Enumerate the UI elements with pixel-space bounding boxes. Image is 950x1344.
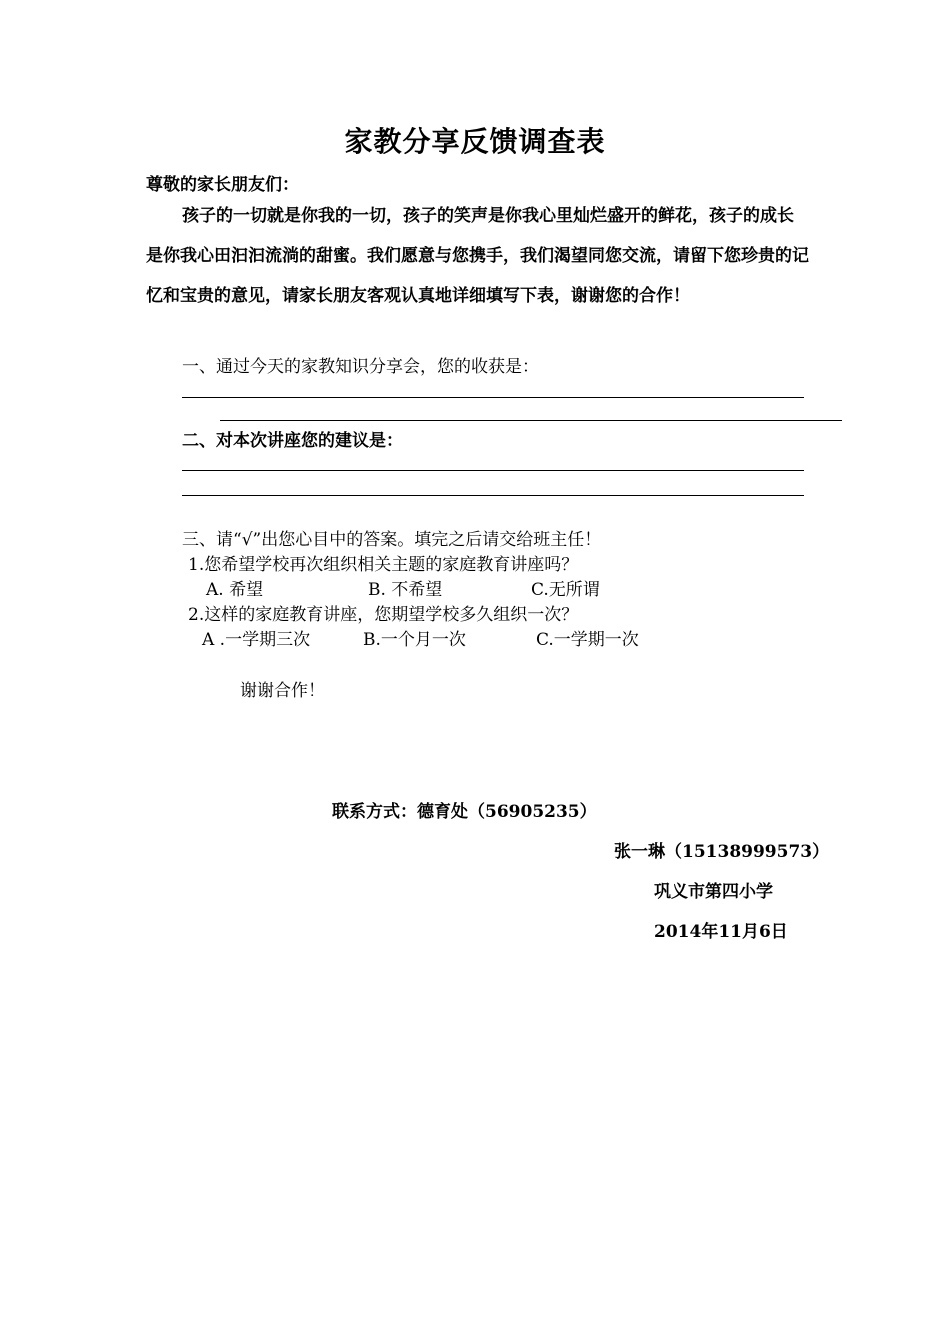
answer-line-1[interactable]: [182, 397, 804, 398]
contact-person: 张一琳（15138999573）: [614, 842, 830, 862]
question-1-option-a[interactable]: A. 希望: [206, 580, 264, 600]
contact-info: 联系方式：德育处（56905235）: [332, 802, 597, 822]
section-1-heading: 一、通过今天的家教知识分享会，您的收获是：: [182, 357, 539, 377]
question-2-option-c[interactable]: C.一学期一次: [536, 630, 639, 650]
document-date: 2014年11月6日: [654, 922, 788, 942]
question-1-option-b[interactable]: B. 不希望: [368, 580, 443, 600]
answer-line-2[interactable]: [220, 420, 842, 421]
document-title: 家教分享反馈调查表: [344, 125, 606, 158]
question-2-option-a[interactable]: A .一学期三次: [202, 630, 311, 650]
thanks-text: 谢谢合作！: [240, 681, 325, 701]
question-1-text: 1.您希望学校再次组织相关主题的家庭教育讲座吗？: [188, 555, 579, 575]
answer-line-3[interactable]: [182, 470, 804, 471]
question-1-option-c[interactable]: C.无所谓: [531, 580, 600, 600]
greeting: 尊敬的家长朋友们：: [146, 175, 299, 195]
intro-paragraph: 孩子的一切就是你我的一切，孩子的笑声是你我心里灿烂盛开的鲜花，孩子的成长是你我心田汩汩流淌的甜蜜。我们愿意与您携手，我们渴望同您交流，请留下您珍贵的记忆和宝贵的意见，请家长朋友客观认真地详细填写下表，谢谢您的合作！: [146, 206, 809, 306]
question-2-text: 2.这样的家庭教育讲座，您期望学校多久组织一次？: [188, 605, 579, 625]
school-name: 巩义市第四小学: [654, 882, 773, 902]
question-2-option-b[interactable]: B.一个月一次: [363, 630, 466, 650]
section-2-heading: 二、对本次讲座您的建议是：: [182, 431, 403, 451]
section-3-heading: 三、请“√”出您心目中的答案。填完之后请交给班主任！: [182, 530, 602, 550]
answer-line-4[interactable]: [182, 495, 804, 496]
